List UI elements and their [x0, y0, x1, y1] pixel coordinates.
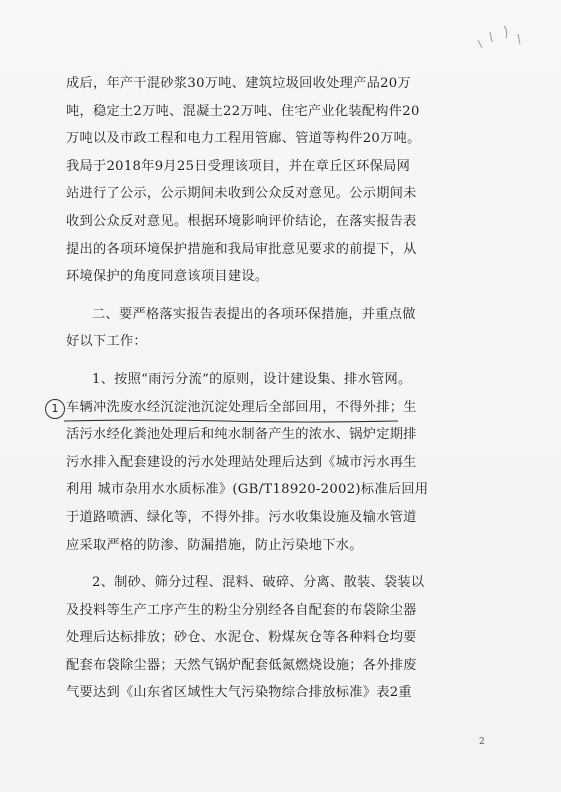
text-line: 污水排入配套建设的污水处理站处理后达到《城市污水再生 [66, 454, 417, 470]
section-heading-line: 二、要严格落实报告表提出的各项环保措施，并重点做 [92, 306, 416, 322]
text-line: 利用 城市杂用水水质标准》(GB/T18920-2002)标准后回用 [66, 482, 429, 498]
text-line: 环境保护的角度同意该项目建设。 [66, 269, 269, 285]
text-line: 配套布袋除尘器；天然气锅炉配套低氮燃烧设施；各外排废 [66, 657, 417, 673]
text-line: 我局于2018年9月25日受理该项目，并在章丘区环保局网 [66, 158, 411, 174]
text-line: 好以下工作： [66, 334, 147, 350]
text-line: 活污水经化粪池处理后和纯水制备产生的浓水、锅炉定期排 [66, 427, 417, 443]
handwritten-underline [64, 418, 398, 424]
text-line: 成后，年产干混砂浆30万吨、建筑垃圾回收处理产品20万 [66, 76, 411, 91]
text-line: 提出的各项环境保护措施和我局审批意见要求的前提下，从 [66, 241, 417, 257]
page-number: 2 [479, 737, 485, 747]
body-text [66, 70, 486, 707]
text-line: 收到公众反对意见。根据环境影响评价结论，在落实报告表 [66, 213, 417, 229]
handwritten-circled-number: 1 [45, 399, 65, 419]
handwritten-scribble-mark [470, 18, 530, 58]
text-line: 气要达到《山东省区域性大气污染物综合排放标准》表2重 [66, 685, 412, 701]
text-line: 万吨以及市政工程和电力工程用管廊、管道等构件20万吨。 [66, 131, 421, 147]
text-line: 应采取严格的防渗、防漏措施，防止污染地下水。 [66, 537, 363, 553]
text-line: 于道路喷洒、绿化等，不得外排。污水收集设施及输水管道 [66, 509, 417, 525]
text-line: 处理后达标排放；砂仓、水泥仓、粉煤灰仓等各种料仓均要 [66, 630, 417, 646]
text-line: 站进行了公示，公示期间未收到公众反对意见。公示期间未 [66, 186, 417, 202]
item-1-heading-line: 1、按照“雨污分流”的原则，设计建设集、排水管网。 [92, 371, 412, 387]
text-line: 车辆冲洗废水经沉淀池沉淀处理后全部回用，不得外排；生 [66, 399, 417, 415]
text-line: 及投料等生产工序产生的粉尘分别经各自配套的布袋除尘器 [66, 602, 417, 618]
text-line: 吨，稳定土2万吨、混凝土22万吨、住宅产业化装配构件20 [66, 103, 420, 119]
item-2-heading-line: 2、制砂、筛分过程、混料、破碎、分离、散装、袋装以 [92, 575, 425, 591]
